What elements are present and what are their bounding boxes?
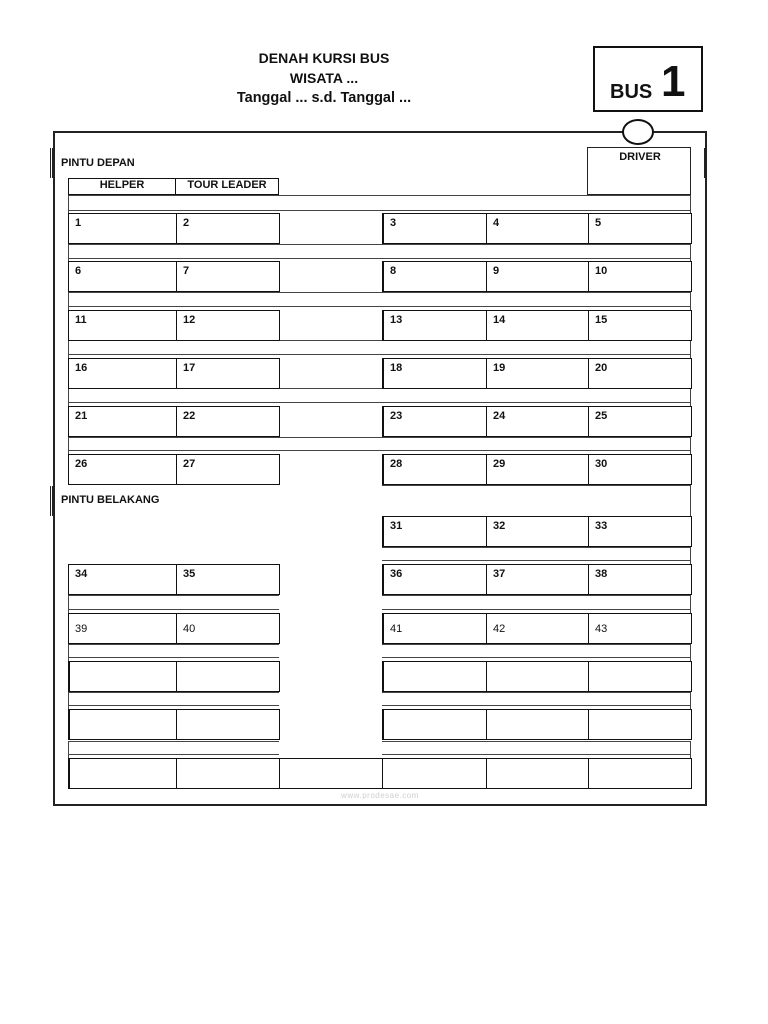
seat-16: 16 <box>68 358 177 389</box>
row-divider <box>382 595 691 596</box>
row-spacer-right-edge <box>690 437 691 454</box>
seat-4: 4 <box>486 213 589 244</box>
row-divider <box>382 754 691 755</box>
seat-30: 30 <box>588 454 692 485</box>
row-divider <box>68 705 279 706</box>
row-divider <box>68 258 691 259</box>
row-divider <box>68 609 279 610</box>
row-divider <box>382 547 691 548</box>
back-row-seat <box>588 758 692 789</box>
seat-1: 1 <box>68 213 177 244</box>
seat-25: 25 <box>588 406 692 437</box>
watermark: www.prodesae.com <box>341 791 419 800</box>
seat-empty <box>176 709 280 740</box>
doc-date-range: Tanggal ... s.d. Tanggal ... <box>236 90 412 106</box>
seat-5: 5 <box>588 213 692 244</box>
seat-28: 28 <box>382 454 487 485</box>
seat-18: 18 <box>382 358 487 389</box>
bus-label: BUS <box>610 81 653 103</box>
driver-label: DRIVER <box>619 151 661 163</box>
tour-leader-seat: TOUR LEADER <box>175 178 279 195</box>
row-divider <box>68 244 691 245</box>
row-spacer-left-edge <box>68 388 69 406</box>
seat-empty <box>176 661 280 692</box>
row-spacer-left-edge <box>68 741 69 758</box>
row-spacer-right-edge <box>690 595 691 613</box>
row-spacer-left-edge <box>68 437 69 454</box>
seat-43: 43 <box>588 613 692 644</box>
seat-7: 7 <box>176 261 280 292</box>
seat-36: 36 <box>382 564 487 595</box>
front-door-marker-right <box>704 148 707 178</box>
row-divider <box>68 437 691 438</box>
seat-39: 39 <box>68 613 177 644</box>
seat-26: 26 <box>68 454 177 485</box>
seat-33: 33 <box>588 516 692 547</box>
row-spacer-left-edge <box>68 595 69 613</box>
seat-empty <box>68 661 177 692</box>
row-spacer-right-edge <box>690 692 691 709</box>
bus-number-box <box>593 46 703 112</box>
row-divider <box>382 609 691 610</box>
seat-31: 31 <box>382 516 487 547</box>
row-divider <box>382 692 691 693</box>
seat-23: 23 <box>382 406 487 437</box>
seat-2: 2 <box>176 213 280 244</box>
seat-14: 14 <box>486 310 589 341</box>
seat-21: 21 <box>68 406 177 437</box>
row-divider <box>68 754 279 755</box>
row-divider <box>382 560 691 561</box>
seat-29: 29 <box>486 454 589 485</box>
seat-6: 6 <box>68 261 177 292</box>
row-spacer-right-edge <box>690 485 691 516</box>
back-row-seat <box>176 758 280 789</box>
row-divider <box>382 657 691 658</box>
row-spacer-right-edge <box>690 388 691 406</box>
seat-42: 42 <box>486 613 589 644</box>
seat-40: 40 <box>176 613 280 644</box>
row-divider <box>382 485 691 486</box>
row-divider <box>68 306 691 307</box>
seat-24: 24 <box>486 406 589 437</box>
row-spacer-left-edge <box>68 340 69 358</box>
back-row-seat <box>68 758 177 789</box>
row-divider <box>68 692 279 693</box>
front-door-marker-left <box>50 148 53 178</box>
seat-17: 17 <box>176 358 280 389</box>
seat-empty <box>588 661 692 692</box>
row-spacer-right-edge <box>690 547 691 564</box>
seat-11: 11 <box>68 310 177 341</box>
row-divider <box>382 705 691 706</box>
seat-10: 10 <box>588 261 692 292</box>
seat-8: 8 <box>382 261 487 292</box>
row-divider <box>68 595 279 596</box>
seat-empty <box>382 661 487 692</box>
row-divider <box>382 644 691 645</box>
row-divider <box>68 354 691 355</box>
seat-empty <box>588 709 692 740</box>
back-row-seat <box>486 758 589 789</box>
row-spacer-left-edge <box>68 292 69 310</box>
row-divider <box>68 741 279 742</box>
row-divider <box>68 657 279 658</box>
steering-wheel-icon <box>622 119 654 145</box>
seat-41: 41 <box>382 613 487 644</box>
doc-subtitle: WISATA ... <box>289 70 359 86</box>
driver-seat <box>587 147 691 195</box>
row-spacer-right-edge <box>690 340 691 358</box>
row-spacer-right-edge <box>690 292 691 310</box>
row-divider <box>382 741 691 742</box>
seat-empty <box>486 661 589 692</box>
doc-title: DENAH KURSI BUS <box>258 50 390 66</box>
row-divider <box>68 210 691 211</box>
row-divider <box>68 644 279 645</box>
bus-number: 1 <box>661 57 686 106</box>
back-row-seat <box>382 758 487 789</box>
seat-empty <box>382 709 487 740</box>
seat-27: 27 <box>176 454 280 485</box>
row-divider <box>68 195 691 196</box>
seat-35: 35 <box>176 564 280 595</box>
helper-seat: HELPER <box>68 178 176 195</box>
seat-15: 15 <box>588 310 692 341</box>
row-spacer-left-edge <box>68 692 69 709</box>
rear-door-marker <box>50 486 53 516</box>
row-divider <box>68 292 691 293</box>
row-spacer-right-edge <box>690 644 691 661</box>
seat-12: 12 <box>176 310 280 341</box>
row-divider <box>68 450 691 451</box>
seat-20: 20 <box>588 358 692 389</box>
seat-empty <box>486 709 589 740</box>
seat-9: 9 <box>486 261 589 292</box>
seat-19: 19 <box>486 358 589 389</box>
row-divider <box>68 402 691 403</box>
seat-13: 13 <box>382 310 487 341</box>
seat-34: 34 <box>68 564 177 595</box>
back-row-seat <box>279 758 383 789</box>
seat-empty <box>68 709 177 740</box>
seat-38: 38 <box>588 564 692 595</box>
seat-32: 32 <box>486 516 589 547</box>
front-door-label: PINTU DEPAN <box>61 157 135 169</box>
seat-22: 22 <box>176 406 280 437</box>
rear-door-label: PINTU BELAKANG <box>61 494 160 506</box>
seat-37: 37 <box>486 564 589 595</box>
row-spacer-left-edge <box>68 644 69 661</box>
row-spacer-right-edge <box>690 741 691 758</box>
seat-3: 3 <box>382 213 487 244</box>
